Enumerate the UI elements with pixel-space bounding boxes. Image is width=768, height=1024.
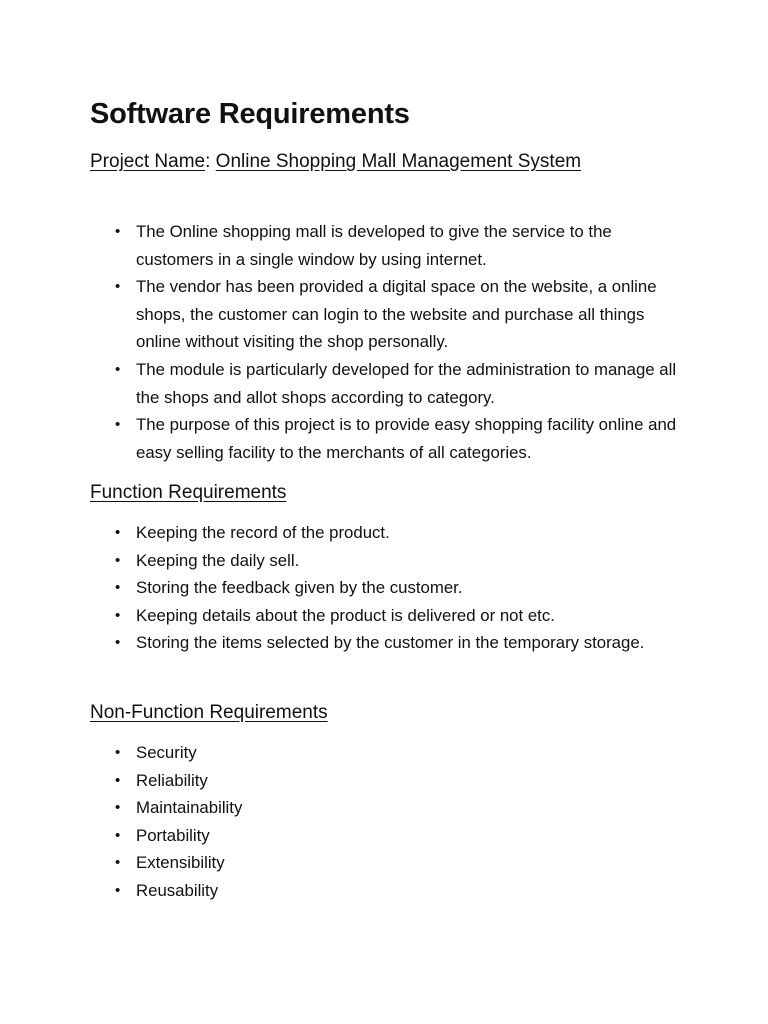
list-item	[115, 411, 686, 466]
bullet-icon: •	[115, 524, 121, 541]
list-item	[115, 602, 686, 630]
list-item-text: The module is particularly developed for the administration to manage all the shops and allot shops according to category.	[136, 359, 677, 407]
list-item-text: Storing the items selected by the customer in the temporary storage.	[136, 633, 645, 653]
list-item-text: Keeping the record of the product.	[136, 523, 390, 542]
bullet-icon: •	[115, 551, 121, 569]
bullet-icon: •	[115, 579, 121, 597]
bullet-icon: •	[115, 278, 121, 296]
list-item	[115, 629, 686, 657]
list-item	[115, 218, 686, 273]
list-item-text: Extensibility	[136, 853, 225, 873]
non-function-requirements-heading: Non-Function Requirements	[90, 702, 328, 723]
list-item	[115, 574, 686, 602]
function-requirements-list	[115, 519, 686, 657]
bullet-icon: •	[115, 799, 121, 817]
bullet-icon: •	[115, 854, 121, 872]
list-item-text: Reusability	[136, 880, 219, 900]
list-item-text: Keeping details about the product is delivered or not etc.	[136, 605, 555, 625]
list-item-text: Portability	[136, 825, 210, 845]
non-function-requirements-list	[115, 739, 686, 905]
list-item	[115, 356, 686, 411]
list-item	[115, 739, 686, 767]
list-item-text: Keeping the daily sell.	[136, 550, 300, 570]
list-item-text: Reliability	[136, 770, 208, 790]
bullet-icon: •	[115, 881, 121, 899]
list-item	[115, 794, 686, 822]
project-name-separator: :	[205, 151, 211, 172]
list-item-text: The Online shopping mall is developed to give the service to the customers in a single window by using internet.	[136, 222, 612, 269]
list-item	[115, 767, 686, 795]
list-item-text: Storing the feedback given by the customer.	[136, 578, 463, 598]
list-item	[115, 822, 686, 850]
function-requirements-heading: Function Requirements	[90, 482, 287, 503]
bullet-icon: •	[115, 223, 121, 240]
bullet-icon: •	[115, 826, 121, 844]
bullet-icon: •	[115, 744, 121, 761]
list-item-text: The vendor has been provided a digital space on the website, a online shops, the customer can login to the website and purchase all things online without visiting the shop personally.	[136, 277, 657, 352]
bullet-icon: •	[115, 634, 121, 652]
project-name-line	[90, 148, 581, 176]
list-item	[115, 273, 686, 356]
list-item-text: Security	[136, 743, 197, 762]
list-item-text: Maintainability	[136, 798, 243, 818]
bullet-icon: •	[115, 360, 121, 378]
document-title: Software Requirements	[90, 98, 410, 130]
project-name-value: Online Shopping Mall Management System	[215, 151, 582, 172]
list-item-text: The purpose of this project is to provide easy shopping facility online and easy selling facility to the merchants of all categories.	[136, 415, 677, 462]
list-item	[115, 547, 686, 575]
bullet-icon: •	[115, 416, 121, 434]
bullet-icon: •	[115, 606, 121, 624]
bullet-icon: •	[115, 771, 121, 789]
list-item	[115, 877, 686, 905]
list-item	[115, 519, 686, 547]
list-item	[115, 849, 686, 877]
intro-bullet-list	[115, 218, 686, 466]
project-name-label: Project Name	[90, 151, 206, 172]
